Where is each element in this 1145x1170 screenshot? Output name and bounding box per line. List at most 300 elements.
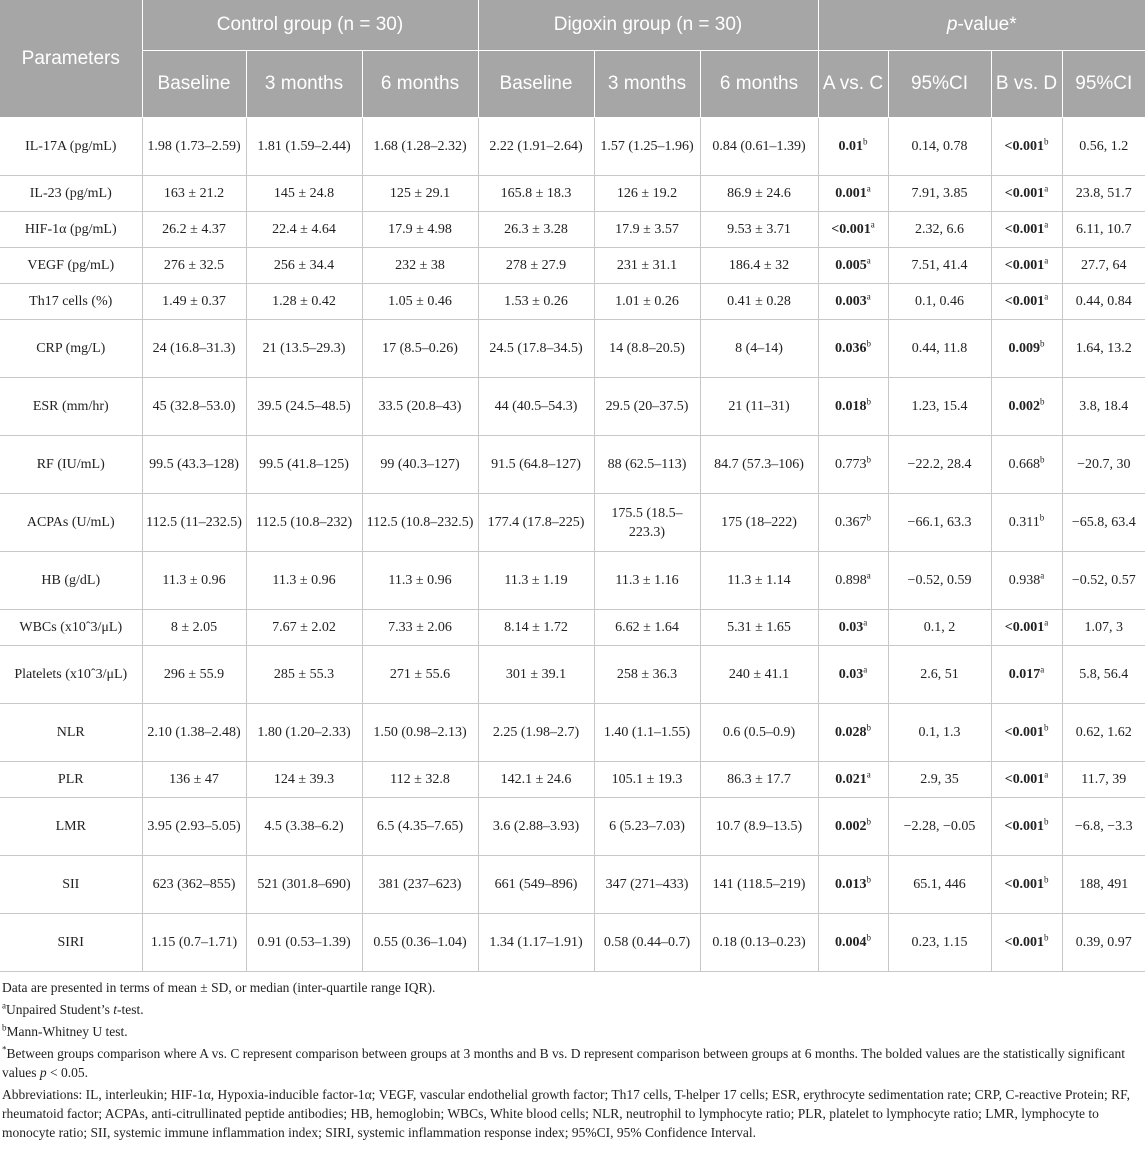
control-baseline-cell: 112.5 (11–232.5): [142, 494, 246, 552]
control-6-months-cell: 1.68 (1.28–2.32): [362, 118, 478, 176]
table-row: [0, 914, 1145, 972]
p-value-b-vs-d-cell-test-marker: a: [1044, 291, 1049, 302]
header-control-baseline: Baseline: [142, 51, 246, 118]
header-ci-ac: 95%CI: [888, 51, 991, 118]
p-value-a-vs-c-cell-test-marker: b: [866, 874, 871, 885]
p-value-a-vs-c-cell: [818, 762, 888, 798]
digoxin-3-months-cell: 1.57 (1.25–1.96): [594, 118, 700, 176]
p-value-b-vs-d-cell-value: <0.001: [1004, 294, 1045, 309]
ci-a-vs-c-cell: 2.6, 51: [888, 646, 991, 704]
digoxin-6-months-cell: 84.7 (57.3–106): [700, 436, 818, 494]
table-row: [0, 212, 1145, 248]
control-baseline-cell: 1.98 (1.73–2.59): [142, 118, 246, 176]
digoxin-3-months-cell: 126 ± 19.2: [594, 176, 700, 212]
control-6-months-cell: 17 (8.5–0.26): [362, 320, 478, 378]
ci-a-vs-c-cell: 65.1, 446: [888, 856, 991, 914]
p-value-b-vs-d-cell-test-marker: b: [1043, 136, 1049, 147]
digoxin-3-months-cell: 11.3 ± 1.16: [594, 552, 700, 610]
p-value-a-vs-c-cell: [818, 704, 888, 762]
p-value-b-vs-d-cell-value: <0.001: [1004, 725, 1044, 740]
note-b-marker: b: [2, 1022, 7, 1033]
p-value-b-vs-d-cell: [991, 552, 1062, 610]
header-p-value-rest: -value*: [957, 14, 1017, 35]
p-value-b-vs-d-cell-value: <0.001: [1004, 186, 1045, 201]
header-parameters: Parameters: [0, 0, 142, 118]
header-digoxin-group: Digoxin group (n = 30): [478, 0, 818, 51]
control-6-months-cell: 112 ± 32.8: [362, 762, 478, 798]
control-3-months-cell: 1.28 ± 0.42: [246, 284, 362, 320]
digoxin-baseline-cell: 301 ± 39.1: [478, 646, 594, 704]
p-value-b-vs-d-cell-test-marker: b: [1043, 932, 1049, 943]
p-value-b-vs-d-cell: [991, 176, 1062, 212]
digoxin-6-months-cell: 141 (118.5–219): [700, 856, 818, 914]
header-control-6-months: 6 months: [362, 51, 478, 118]
header-p-value-italic: p: [946, 14, 958, 35]
p-value-a-vs-c-cell-test-marker: a: [866, 291, 871, 302]
digoxin-3-months-cell: 347 (271–433): [594, 856, 700, 914]
control-baseline-cell: 99.5 (43.3–128): [142, 436, 246, 494]
p-value-b-vs-d-cell: [991, 436, 1062, 494]
p-value-b-vs-d-cell-value: 0.668: [1008, 457, 1040, 472]
p-value-b-vs-d-cell: [991, 704, 1062, 762]
p-value-a-vs-c-cell-value: 0.01: [838, 139, 863, 154]
p-value-a-vs-c-cell: [818, 284, 888, 320]
table-header: [0, 0, 1145, 118]
control-3-months-cell: 521 (301.8–690): [246, 856, 362, 914]
p-value-a-vs-c-cell: [818, 494, 888, 552]
p-value-a-vs-c-cell: [818, 212, 888, 248]
table-row: [0, 704, 1145, 762]
p-value-a-vs-c-cell: [818, 646, 888, 704]
p-value-a-vs-c-cell-value: 0.005: [835, 258, 867, 273]
control-3-months-cell: 11.3 ± 0.96: [246, 552, 362, 610]
digoxin-baseline-cell: 26.3 ± 3.28: [478, 212, 594, 248]
p-value-b-vs-d-cell-test-marker: a: [1044, 219, 1049, 230]
p-value-a-vs-c-cell-value: 0.036: [835, 341, 867, 356]
ci-a-vs-c-cell: 1.23, 15.4: [888, 378, 991, 436]
p-value-b-vs-d-cell-value: <0.001: [1004, 772, 1045, 787]
p-value-b-vs-d-cell: [991, 494, 1062, 552]
header-b-vs-d: B vs. D: [991, 51, 1062, 118]
p-value-a-vs-c-cell-test-marker: b: [866, 722, 871, 733]
digoxin-3-months-cell: 17.9 ± 3.57: [594, 212, 700, 248]
digoxin-baseline-cell: 1.53 ± 0.26: [478, 284, 594, 320]
control-3-months-cell: 1.80 (1.20–2.33): [246, 704, 362, 762]
p-value-b-vs-d-cell-test-marker: b: [1043, 722, 1049, 733]
control-6-months-cell: 232 ± 38: [362, 248, 478, 284]
p-value-a-vs-c-cell: [818, 914, 888, 972]
ci-b-vs-d-cell: 6.11, 10.7: [1062, 212, 1145, 248]
p-value-a-vs-c-cell-test-marker: a: [866, 769, 871, 780]
header-a-vs-c: A vs. C: [818, 51, 888, 118]
p-value-a-vs-c-cell-test-marker: a: [863, 617, 868, 628]
ci-a-vs-c-cell: 0.44, 11.8: [888, 320, 991, 378]
parameter-cell: PLR: [0, 762, 142, 798]
digoxin-6-months-cell: 10.7 (8.9–13.5): [700, 798, 818, 856]
digoxin-6-months-cell: 0.6 (0.5–0.9): [700, 704, 818, 762]
digoxin-baseline-cell: 2.25 (1.98–2.7): [478, 704, 594, 762]
digoxin-3-months-cell: 6.62 ± 1.64: [594, 610, 700, 646]
ci-b-vs-d-cell: −65.8, 63.4: [1062, 494, 1145, 552]
control-baseline-cell: 623 (362–855): [142, 856, 246, 914]
parameter-cell: IL-17A (pg/mL): [0, 118, 142, 176]
control-3-months-cell: 285 ± 55.3: [246, 646, 362, 704]
ci-a-vs-c-cell: 0.1, 2: [888, 610, 991, 646]
table-row: [0, 176, 1145, 212]
p-value-b-vs-d-cell-value: <0.001: [1004, 258, 1045, 273]
digoxin-3-months-cell: 231 ± 31.1: [594, 248, 700, 284]
ci-b-vs-d-cell: 1.07, 3: [1062, 610, 1145, 646]
control-baseline-cell: 11.3 ± 0.96: [142, 552, 246, 610]
control-baseline-cell: 8 ± 2.05: [142, 610, 246, 646]
p-value-a-vs-c-cell-value: 0.028: [835, 725, 867, 740]
control-baseline-cell: 26.2 ± 4.37: [142, 212, 246, 248]
p-value-a-vs-c-cell: [818, 856, 888, 914]
ci-b-vs-d-cell: −0.52, 0.57: [1062, 552, 1145, 610]
p-value-a-vs-c-cell-test-marker: a: [870, 219, 875, 230]
control-baseline-cell: 3.95 (2.93–5.05): [142, 798, 246, 856]
control-3-months-cell: 39.5 (24.5–48.5): [246, 378, 362, 436]
parameter-cell: ESR (mm/hr): [0, 378, 142, 436]
control-3-months-cell: 22.4 ± 4.64: [246, 212, 362, 248]
p-value-b-vs-d-cell: [991, 646, 1062, 704]
p-value-a-vs-c-cell-test-marker: a: [866, 255, 871, 266]
digoxin-3-months-cell: 14 (8.8–20.5): [594, 320, 700, 378]
p-value-b-vs-d-cell: [991, 248, 1062, 284]
p-value-a-vs-c-cell: [818, 248, 888, 284]
table-row: [0, 320, 1145, 378]
p-value-a-vs-c-cell-value: 0.898: [835, 573, 867, 588]
table-row: [0, 798, 1145, 856]
table-row: [0, 436, 1145, 494]
p-value-b-vs-d-cell-value: 0.938: [1008, 573, 1041, 588]
digoxin-3-months-cell: 1.40 (1.1–1.55): [594, 704, 700, 762]
p-value-b-vs-d-cell-test-marker: a: [1044, 183, 1049, 194]
control-3-months-cell: 0.91 (0.53–1.39): [246, 914, 362, 972]
p-value-a-vs-c-cell-test-marker: b: [866, 932, 871, 943]
p-value-b-vs-d-cell-test-marker: b: [1039, 512, 1045, 523]
digoxin-6-months-cell: 86.3 ± 17.7: [700, 762, 818, 798]
note-star-marker: *: [2, 1044, 7, 1055]
p-value-a-vs-c-cell: [818, 610, 888, 646]
p-value-a-vs-c-cell-test-marker: b: [866, 816, 871, 827]
parameter-cell: Platelets (x10ˆ3/μL): [0, 646, 142, 704]
p-value-a-vs-c-cell: [818, 436, 888, 494]
p-value-b-vs-d-cell-test-marker: a: [1040, 570, 1045, 581]
p-value-b-vs-d-cell: [991, 798, 1062, 856]
p-value-b-vs-d-cell-value: <0.001: [1004, 819, 1044, 834]
p-value-b-vs-d-cell-value: <0.001: [1004, 935, 1044, 950]
ci-b-vs-d-cell: 0.62, 1.62: [1062, 704, 1145, 762]
p-value-a-vs-c-cell-value: 0.001: [835, 186, 867, 201]
parameter-cell: LMR: [0, 798, 142, 856]
p-value-a-vs-c-cell-value: 0.03: [838, 667, 864, 682]
control-6-months-cell: 33.5 (20.8–43): [362, 378, 478, 436]
control-3-months-cell: 7.67 ± 2.02: [246, 610, 362, 646]
ci-b-vs-d-cell: −6.8, −3.3: [1062, 798, 1145, 856]
table-row: [0, 494, 1145, 552]
digoxin-baseline-cell: 8.14 ± 1.72: [478, 610, 594, 646]
p-value-a-vs-c-cell-test-marker: b: [863, 136, 868, 147]
ci-a-vs-c-cell: 2.9, 35: [888, 762, 991, 798]
p-value-a-vs-c-cell-value: 0.03: [838, 620, 864, 635]
control-6-months-cell: 0.55 (0.36–1.04): [362, 914, 478, 972]
digoxin-6-months-cell: 175 (18–222): [700, 494, 818, 552]
header-row-groups: [0, 0, 1145, 51]
control-3-months-cell: 145 ± 24.8: [246, 176, 362, 212]
p-value-b-vs-d-cell-test-marker: b: [1040, 396, 1045, 407]
p-value-b-vs-d-cell-test-marker: b: [1043, 874, 1049, 885]
ci-a-vs-c-cell: 0.23, 1.15: [888, 914, 991, 972]
control-3-months-cell: 256 ± 34.4: [246, 248, 362, 284]
p-value-a-vs-c-cell-value: 0.004: [835, 935, 867, 950]
ci-b-vs-d-cell: 188, 491: [1062, 856, 1145, 914]
digoxin-baseline-cell: 1.34 (1.17–1.91): [478, 914, 594, 972]
note-a-post: -test.: [117, 1002, 144, 1017]
p-value-a-vs-c-cell-value: <0.001: [831, 222, 871, 237]
note-abbreviations: Abbreviations: IL, interleukin; HIF-1α, Hypoxia-inducible factor-1α; VEGF, vascular endothelial growth factor; Th17 cells, T-helper 17 cells; ESR, erythrocyte sedimentation rate; CRP, C-reactive Protein; RF, rheumatoid factor; ACPAs, anti-citrullinated peptide antibodies; HB, hemoglobin; WBCs, White blood cells; NLR, neutrophil to lymphocyte ratio; PLR, platelet to lymphocyte ratio; LMR, lymphocyte to monocyte ratio; SII, systemic immune inflammation index; SIRI, systemic inflammation response index; 95%CI, 95% Confidence Interval.: [2, 1087, 1130, 1140]
digoxin-3-months-cell: 105.1 ± 19.3: [594, 762, 700, 798]
p-value-a-vs-c-cell: [818, 552, 888, 610]
header-row-sub: [0, 51, 1145, 118]
digoxin-6-months-cell: 9.53 ± 3.71: [700, 212, 818, 248]
digoxin-baseline-cell: 661 (549–896): [478, 856, 594, 914]
p-value-b-vs-d-cell: [991, 762, 1062, 798]
digoxin-baseline-cell: 11.3 ± 1.19: [478, 552, 594, 610]
ci-b-vs-d-cell: 27.7, 64: [1062, 248, 1145, 284]
digoxin-6-months-cell: 0.84 (0.61–1.39): [700, 118, 818, 176]
p-value-b-vs-d-cell-value: <0.001: [1004, 139, 1044, 154]
table-body: [0, 118, 1145, 972]
note-star-italic: p: [39, 1065, 47, 1080]
header-digoxin-3-months: 3 months: [594, 51, 700, 118]
p-value-b-vs-d-cell: [991, 914, 1062, 972]
ci-a-vs-c-cell: 2.32, 6.6: [888, 212, 991, 248]
ci-a-vs-c-cell: 7.51, 41.4: [888, 248, 991, 284]
digoxin-3-months-cell: 175.5 (18.5–223.3): [594, 494, 700, 552]
table-row: [0, 248, 1145, 284]
p-value-b-vs-d-cell-test-marker: b: [1040, 454, 1045, 465]
note-a: [2, 1000, 1143, 1019]
table-footnotes: [0, 972, 1145, 1142]
digoxin-baseline-cell: 177.4 (17.8–225): [478, 494, 594, 552]
ci-b-vs-d-cell: 11.7, 39: [1062, 762, 1145, 798]
digoxin-6-months-cell: 240 ± 41.1: [700, 646, 818, 704]
control-baseline-cell: 2.10 (1.38–2.48): [142, 704, 246, 762]
parameter-cell: CRP (mg/L): [0, 320, 142, 378]
digoxin-6-months-cell: 0.41 ± 0.28: [700, 284, 818, 320]
p-value-a-vs-c-cell-test-marker: b: [866, 396, 871, 407]
table-row: [0, 552, 1145, 610]
control-6-months-cell: 99 (40.3–127): [362, 436, 478, 494]
control-3-months-cell: 112.5 (10.8–232): [246, 494, 362, 552]
digoxin-3-months-cell: 29.5 (20–37.5): [594, 378, 700, 436]
header-ci-bd: 95%CI: [1062, 51, 1145, 118]
control-baseline-cell: 45 (32.8–53.0): [142, 378, 246, 436]
parameter-cell: WBCs (x10ˆ3/μL): [0, 610, 142, 646]
note-a-marker: a: [2, 1000, 6, 1011]
ci-b-vs-d-cell: 3.8, 18.4: [1062, 378, 1145, 436]
ci-a-vs-c-cell: 0.14, 0.78: [888, 118, 991, 176]
digoxin-6-months-cell: 8 (4–14): [700, 320, 818, 378]
ci-a-vs-c-cell: −66.1, 63.3: [888, 494, 991, 552]
control-6-months-cell: 112.5 (10.8–232.5): [362, 494, 478, 552]
note-star-pre: Between groups comparison where A vs. C represent comparison between groups at 3 months and B vs. D represent comparison between groups at 6 months. The bolded values are the statistically significant values: [2, 1046, 1125, 1080]
p-value-b-vs-d-cell-test-marker: b: [1040, 338, 1045, 349]
p-value-b-vs-d-cell: [991, 284, 1062, 320]
p-value-a-vs-c-cell-test-marker: a: [866, 183, 871, 194]
p-value-b-vs-d-cell-value: 0.311: [1008, 515, 1040, 530]
ci-a-vs-c-cell: 0.1, 1.3: [888, 704, 991, 762]
ci-b-vs-d-cell: 0.44, 0.84: [1062, 284, 1145, 320]
p-value-a-vs-c-cell-value: 0.367: [835, 515, 867, 530]
table-row: [0, 284, 1145, 320]
ci-b-vs-d-cell: −20.7, 30: [1062, 436, 1145, 494]
p-value-a-vs-c-cell-value: 0.018: [835, 399, 867, 414]
table-row: [0, 610, 1145, 646]
p-value-a-vs-c-cell: [818, 118, 888, 176]
digoxin-3-months-cell: 88 (62.5–113): [594, 436, 700, 494]
control-baseline-cell: 1.15 (0.7–1.71): [142, 914, 246, 972]
table-row: [0, 762, 1145, 798]
parameter-cell: HB (g/dL): [0, 552, 142, 610]
ci-b-vs-d-cell: 0.39, 0.97: [1062, 914, 1145, 972]
note-data-presented: Data are presented in terms of mean ± SD, or median (inter-quartile range IQR).: [2, 980, 436, 995]
digoxin-6-months-cell: 0.18 (0.13–0.23): [700, 914, 818, 972]
ci-b-vs-d-cell: 0.56, 1.2: [1062, 118, 1145, 176]
control-6-months-cell: 381 (237–623): [362, 856, 478, 914]
p-value-a-vs-c-cell-test-marker: b: [866, 512, 871, 523]
ci-b-vs-d-cell: 1.64, 13.2: [1062, 320, 1145, 378]
digoxin-3-months-cell: 0.58 (0.44–0.7): [594, 914, 700, 972]
p-value-a-vs-c-cell-value: 0.013: [835, 877, 867, 892]
p-value-a-vs-c-cell-test-marker: b: [866, 454, 871, 465]
header-digoxin-6-months: 6 months: [700, 51, 818, 118]
digoxin-6-months-cell: 5.31 ± 1.65: [700, 610, 818, 646]
table-row: [0, 856, 1145, 914]
parameter-cell: HIF-1α (pg/mL): [0, 212, 142, 248]
control-3-months-cell: 99.5 (41.8–125): [246, 436, 362, 494]
control-6-months-cell: 1.05 ± 0.46: [362, 284, 478, 320]
p-value-b-vs-d-cell: [991, 856, 1062, 914]
p-value-a-vs-c-cell-test-marker: b: [866, 338, 871, 349]
digoxin-baseline-cell: 24.5 (17.8–34.5): [478, 320, 594, 378]
digoxin-baseline-cell: 91.5 (64.8–127): [478, 436, 594, 494]
digoxin-3-months-cell: 258 ± 36.3: [594, 646, 700, 704]
p-value-b-vs-d-cell: [991, 378, 1062, 436]
control-6-months-cell: 271 ± 55.6: [362, 646, 478, 704]
digoxin-6-months-cell: 186.4 ± 32: [700, 248, 818, 284]
parameter-cell: SII: [0, 856, 142, 914]
p-value-b-vs-d-cell: [991, 610, 1062, 646]
p-value-a-vs-c-cell-test-marker: a: [866, 570, 871, 581]
table-row: [0, 118, 1145, 176]
header-digoxin-baseline: Baseline: [478, 51, 594, 118]
control-baseline-cell: 276 ± 32.5: [142, 248, 246, 284]
header-p-value: [818, 0, 1145, 51]
digoxin-6-months-cell: 11.3 ± 1.14: [700, 552, 818, 610]
ci-a-vs-c-cell: −22.2, 28.4: [888, 436, 991, 494]
p-value-a-vs-c-cell-value: 0.021: [835, 772, 867, 787]
digoxin-6-months-cell: 21 (11–31): [700, 378, 818, 436]
p-value-a-vs-c-cell: [818, 320, 888, 378]
header-control-3-months: 3 months: [246, 51, 362, 118]
p-value-b-vs-d-cell-value: <0.001: [1004, 222, 1045, 237]
control-3-months-cell: 1.81 (1.59–2.44): [246, 118, 362, 176]
control-3-months-cell: 21 (13.5–29.3): [246, 320, 362, 378]
ci-a-vs-c-cell: 0.1, 0.46: [888, 284, 991, 320]
note-a-italic: t: [113, 1002, 118, 1017]
digoxin-3-months-cell: 1.01 ± 0.26: [594, 284, 700, 320]
control-6-months-cell: 6.5 (4.35–7.65): [362, 798, 478, 856]
p-value-b-vs-d-cell-test-marker: a: [1040, 664, 1045, 675]
control-baseline-cell: 1.49 ± 0.37: [142, 284, 246, 320]
ci-a-vs-c-cell: 7.91, 3.85: [888, 176, 991, 212]
table-row: [0, 646, 1145, 704]
p-value-b-vs-d-cell-value: 0.009: [1008, 341, 1040, 356]
p-value-b-vs-d-cell: [991, 118, 1062, 176]
control-3-months-cell: 124 ± 39.3: [246, 762, 362, 798]
parameter-cell: VEGF (pg/mL): [0, 248, 142, 284]
p-value-a-vs-c-cell-value: 0.773: [835, 457, 867, 472]
parameter-cell: SIRI: [0, 914, 142, 972]
header-control-group: Control group (n = 30): [142, 0, 478, 51]
p-value-b-vs-d-cell-value: <0.001: [1004, 620, 1045, 635]
control-baseline-cell: 136 ± 47: [142, 762, 246, 798]
p-value-b-vs-d-cell-value: 0.017: [1008, 667, 1041, 682]
p-value-a-vs-c-cell: [818, 176, 888, 212]
ci-b-vs-d-cell: 23.8, 51.7: [1062, 176, 1145, 212]
p-value-b-vs-d-cell: [991, 212, 1062, 248]
ci-b-vs-d-cell: 5.8, 56.4: [1062, 646, 1145, 704]
digoxin-baseline-cell: 2.22 (1.91–2.64): [478, 118, 594, 176]
parameter-cell: NLR: [0, 704, 142, 762]
p-value-a-vs-c-cell: [818, 798, 888, 856]
p-value-a-vs-c-cell: [818, 378, 888, 436]
control-6-months-cell: 1.50 (0.98–2.13): [362, 704, 478, 762]
control-6-months-cell: 7.33 ± 2.06: [362, 610, 478, 646]
control-baseline-cell: 296 ± 55.9: [142, 646, 246, 704]
control-baseline-cell: 24 (16.8–31.3): [142, 320, 246, 378]
table-row: [0, 378, 1145, 436]
p-value-b-vs-d-cell: [991, 320, 1062, 378]
p-value-b-vs-d-cell-test-marker: a: [1044, 769, 1049, 780]
digoxin-baseline-cell: 165.8 ± 18.3: [478, 176, 594, 212]
control-baseline-cell: 163 ± 21.2: [142, 176, 246, 212]
note-b-text: Mann-Whitney U test.: [6, 1024, 128, 1039]
parameter-cell: Th17 cells (%): [0, 284, 142, 320]
control-3-months-cell: 4.5 (3.38–6.2): [246, 798, 362, 856]
control-6-months-cell: 125 ± 29.1: [362, 176, 478, 212]
digoxin-3-months-cell: 6 (5.23–7.03): [594, 798, 700, 856]
note-b: [2, 1022, 1143, 1041]
note-star: [2, 1044, 1143, 1082]
p-value-a-vs-c-cell-test-marker: a: [863, 664, 868, 675]
ci-a-vs-c-cell: −0.52, 0.59: [888, 552, 991, 610]
digoxin-baseline-cell: 278 ± 27.9: [478, 248, 594, 284]
note-a-pre: Unpaired Student’s: [6, 1002, 114, 1017]
parameter-cell: IL-23 (pg/mL): [0, 176, 142, 212]
parameter-cell: ACPAs (U/mL): [0, 494, 142, 552]
digoxin-baseline-cell: 142.1 ± 24.6: [478, 762, 594, 798]
ci-a-vs-c-cell: −2.28, −0.05: [888, 798, 991, 856]
p-value-b-vs-d-cell-value: <0.001: [1004, 877, 1044, 892]
p-value-b-vs-d-cell-test-marker: a: [1044, 255, 1049, 266]
note-star-post: < 0.05.: [46, 1065, 88, 1080]
p-value-a-vs-c-cell-value: 0.002: [835, 819, 867, 834]
control-6-months-cell: 17.9 ± 4.98: [362, 212, 478, 248]
p-value-b-vs-d-cell-test-marker: a: [1044, 617, 1049, 628]
